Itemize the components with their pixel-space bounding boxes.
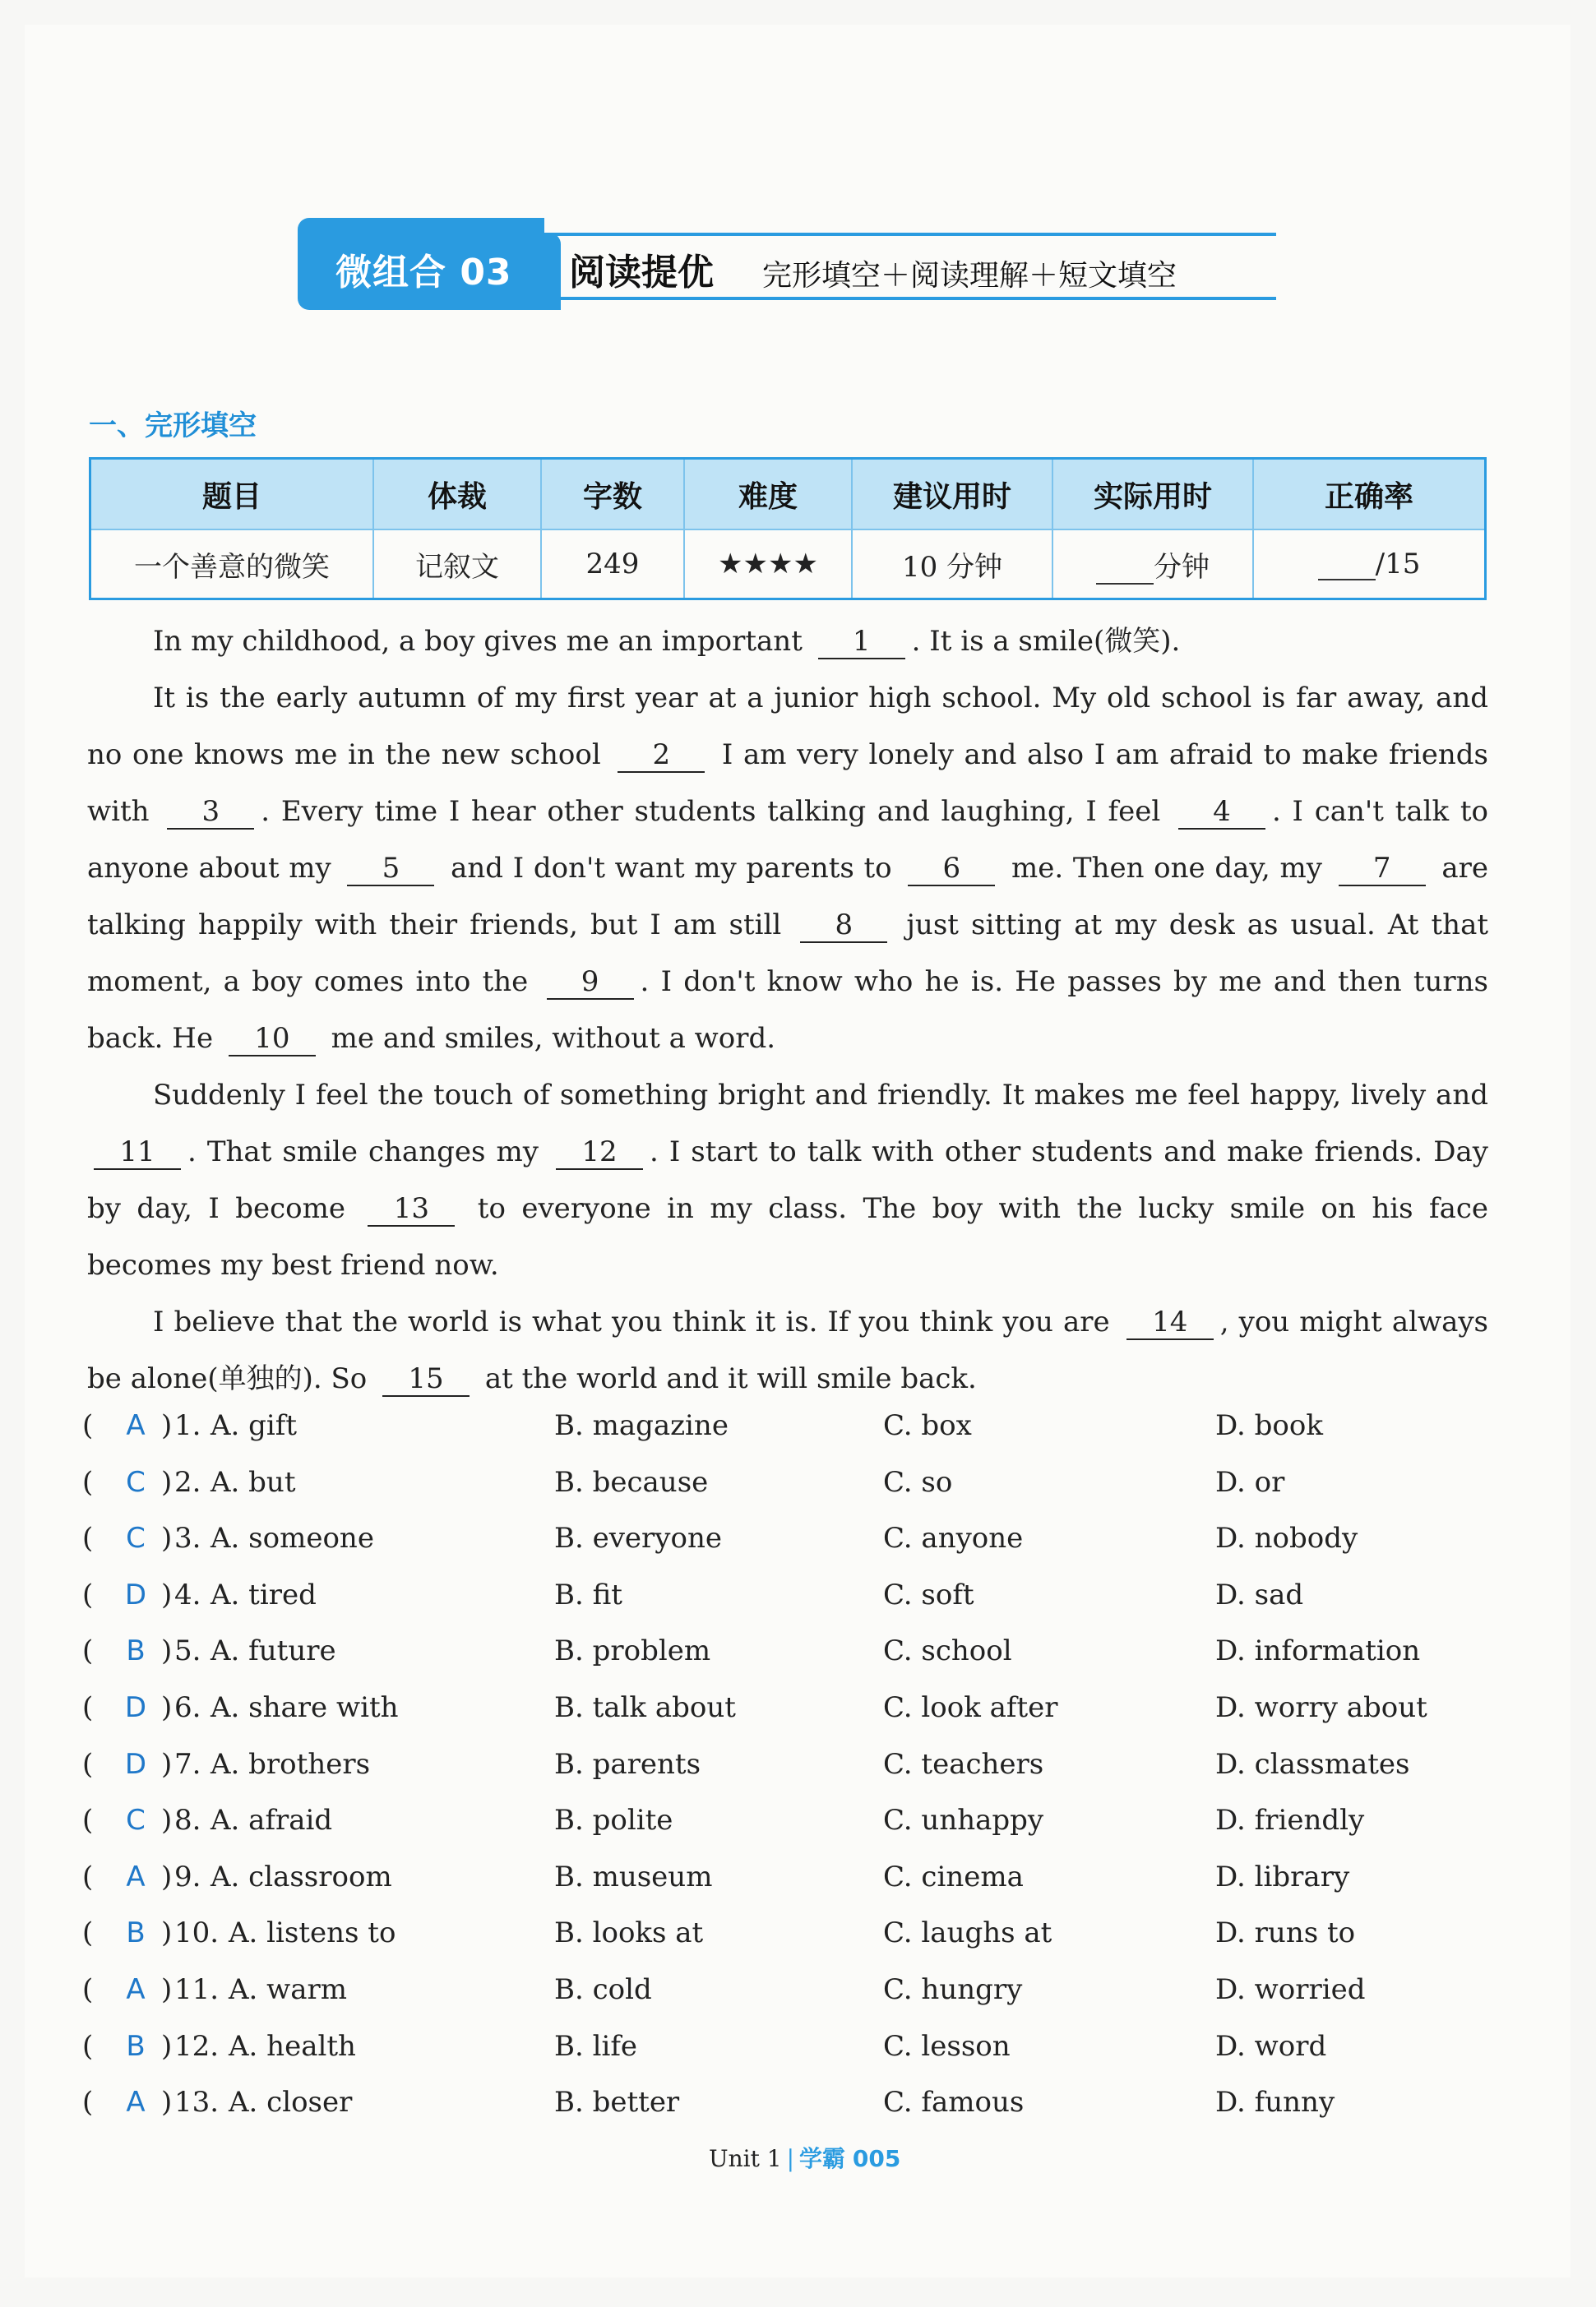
answer-mark[interactable]: D — [124, 1747, 147, 1781]
option-d[interactable]: D. word — [1215, 2029, 1327, 2063]
blank-5[interactable]: 5 — [347, 852, 434, 886]
option-d[interactable]: D. friendly — [1215, 1804, 1365, 1838]
open-paren: ( — [82, 1972, 94, 2006]
passage-text: . I can't talk to anyone about my — [87, 795, 1488, 885]
passage-text: and I don't want my parents to — [441, 852, 902, 885]
passage — [87, 613, 1488, 1408]
answer-mark[interactable]: A — [126, 1860, 146, 1893]
option-b[interactable]: B. talk about — [554, 1690, 736, 1724]
passage-text: me. Then one day, my — [1002, 852, 1332, 885]
question-row — [82, 1510, 1497, 1567]
close-paren: ) — [161, 1690, 173, 1724]
question-number: 4. — [174, 1578, 201, 1611]
close-paren: ) — [161, 2086, 173, 2120]
option-a[interactable]: A. tired — [210, 1578, 317, 1611]
close-paren: ) — [161, 1972, 173, 2006]
close-paren: ) — [161, 1916, 173, 1950]
open-paren: ( — [82, 1409, 94, 1442]
question-row — [82, 2018, 1497, 2075]
banner-tag — [298, 218, 544, 310]
answer-mark[interactable]: C — [126, 1522, 146, 1556]
question-row — [82, 1623, 1497, 1680]
question-number: 2. — [174, 1465, 201, 1499]
option-d[interactable]: D. book — [1215, 1409, 1323, 1442]
option-a[interactable]: A. afraid — [210, 1804, 333, 1838]
info-table-row — [90, 529, 1486, 599]
answer-mark[interactable]: D — [124, 1578, 147, 1611]
passage-text: . Every time I hear other students talking and laughing, I feel — [261, 795, 1172, 828]
info-table-header — [90, 459, 1486, 530]
option-a[interactable]: A. gift — [210, 1409, 298, 1442]
footer-page-number: 005 — [852, 2145, 901, 2172]
passage-text: . That smile changes my — [187, 1135, 549, 1168]
open-paren: ( — [82, 1916, 94, 1950]
open-paren: ( — [82, 2086, 94, 2120]
banner-subtitle: 完形填空＋阅读理解＋短文填空 — [762, 259, 1177, 293]
question-row — [82, 1849, 1497, 1906]
option-b[interactable]: B. problem — [554, 1634, 711, 1668]
words-cell: 249 — [541, 529, 684, 599]
passage-text: , you might always be alone(单独的). So — [87, 1306, 1488, 1395]
blank-14[interactable]: 14 — [1126, 1306, 1214, 1340]
option-a[interactable]: A. but — [210, 1465, 296, 1499]
blank-8[interactable]: 8 — [800, 908, 887, 943]
option-c[interactable]: C. teachers — [883, 1747, 1044, 1781]
option-b[interactable]: B. better — [554, 2086, 680, 2120]
passage-text: Suddenly I feel the touch of something bright and friendly. It makes me feel happy, lively and — [153, 1079, 1488, 1112]
footer-brand: 学霸 — [799, 2145, 846, 2172]
open-paren: ( — [82, 1634, 94, 1668]
genre-cell: 记叙文 — [373, 529, 541, 599]
passage-text: . I start to talk with other students and make friends. Day by day, I become — [87, 1135, 1488, 1225]
blank-3[interactable]: 3 — [167, 795, 254, 830]
passage-text: at the world and it will smile back. — [476, 1362, 977, 1395]
question-row — [82, 1792, 1497, 1849]
option-b[interactable]: B. magazine — [554, 1409, 729, 1442]
option-a[interactable]: A. closer — [229, 2086, 353, 2120]
close-paren: ) — [161, 1522, 173, 1556]
option-c[interactable]: C. box — [883, 1409, 972, 1442]
question-row — [82, 1962, 1497, 2018]
options-list — [82, 1398, 1497, 2131]
answer-mark[interactable]: B — [126, 1916, 146, 1950]
option-a[interactable]: A. brothers — [210, 1747, 371, 1781]
option-a[interactable]: A. share with — [210, 1690, 399, 1724]
option-c[interactable]: C. laughs at — [883, 1916, 1052, 1950]
blank-7[interactable]: 7 — [1339, 852, 1426, 886]
question-row — [82, 1567, 1497, 1624]
header-cell: 难度 — [684, 459, 852, 530]
option-d[interactable]: D. library — [1215, 1860, 1350, 1893]
option-b[interactable]: B. museum — [554, 1860, 713, 1893]
header-cell: 体裁 — [373, 459, 541, 530]
banner-title: 阅读提优 — [569, 252, 714, 294]
question-row — [82, 1398, 1497, 1454]
open-paren: ( — [82, 2029, 94, 2063]
option-b[interactable]: B. looks at — [554, 1916, 704, 1950]
passage-text: me and smiles, without a word. — [322, 1022, 776, 1055]
question-number: 13. — [174, 2086, 220, 2120]
passage-text: I believe that the world is what you think it is. If you think you are — [153, 1306, 1120, 1338]
close-paren: ) — [161, 1409, 173, 1442]
answer-mark[interactable]: C — [126, 1465, 146, 1499]
option-c[interactable]: C. so — [883, 1465, 953, 1499]
open-paren: ( — [82, 1465, 94, 1499]
footer-unit: Unit 1 — [709, 2145, 782, 2172]
blank-11[interactable]: 11 — [94, 1135, 181, 1170]
open-paren: ( — [82, 1578, 94, 1611]
open-paren: ( — [82, 1690, 94, 1724]
question-number: 11. — [174, 1972, 220, 2006]
option-b[interactable]: B. parents — [554, 1747, 701, 1781]
option-d[interactable]: D. worried — [1215, 1972, 1366, 2006]
actual-time-cell[interactable]: 分钟 — [1052, 529, 1253, 599]
question-number: 5. — [174, 1634, 201, 1668]
option-c[interactable]: C. unhappy — [883, 1804, 1044, 1838]
passage-text: . It is a smile(微笑). — [911, 625, 1181, 658]
option-a[interactable]: A. classroom — [210, 1860, 392, 1893]
blank-13[interactable]: 13 — [368, 1192, 455, 1227]
question-row — [82, 1736, 1497, 1793]
option-c[interactable]: C. anyone — [883, 1522, 1024, 1556]
question-number: 9. — [174, 1860, 201, 1893]
option-c[interactable]: C. cinema — [883, 1860, 1024, 1893]
blank-1[interactable]: 1 — [818, 625, 905, 659]
option-c[interactable]: C. hungry — [883, 1972, 1023, 2006]
header-cell: 题目 — [90, 459, 374, 530]
open-paren: ( — [82, 1522, 94, 1556]
option-b[interactable]: B. life — [554, 2029, 638, 2063]
blank-10[interactable]: 10 — [229, 1022, 316, 1056]
title-cell: 一个善意的微笑 — [90, 529, 374, 599]
answer-mark[interactable]: D — [124, 1690, 147, 1724]
paragraph — [87, 670, 1488, 1067]
open-paren: ( — [82, 1804, 94, 1838]
accuracy-blank[interactable] — [1318, 551, 1376, 580]
option-b[interactable]: B. everyone — [554, 1522, 722, 1556]
question-number: 8. — [174, 1804, 201, 1838]
question-row — [82, 1454, 1497, 1511]
answer-mark[interactable]: A — [126, 1409, 146, 1442]
option-b[interactable]: B. because — [554, 1465, 709, 1499]
option-a[interactable]: A. listens to — [229, 1916, 396, 1950]
paragraph — [87, 1067, 1488, 1294]
close-paren: ) — [161, 1465, 173, 1499]
option-d[interactable]: D. sad — [1215, 1578, 1304, 1611]
difficulty-stars: ★★★★ — [684, 529, 852, 599]
banner-tag-text: 微组合 03 — [335, 252, 512, 294]
blank-4[interactable]: 4 — [1178, 795, 1265, 830]
option-c[interactable]: C. lesson — [883, 2029, 1011, 2063]
close-paren: ) — [161, 1860, 173, 1893]
question-row — [82, 1680, 1497, 1736]
passage-text: In my childhood, a boy gives me an important — [153, 625, 812, 658]
question-number: 7. — [174, 1747, 201, 1781]
option-c[interactable]: C. soft — [883, 1578, 974, 1611]
question-number: 6. — [174, 1690, 201, 1724]
header-cell: 字数 — [541, 459, 684, 530]
option-a[interactable]: A. health — [229, 2029, 356, 2063]
paragraph — [87, 1294, 1488, 1408]
answer-mark[interactable]: A — [126, 2086, 146, 2120]
option-d[interactable]: D. worry about — [1215, 1690, 1427, 1724]
section-banner — [298, 218, 1276, 310]
option-d[interactable]: D. information — [1215, 1634, 1421, 1668]
section-title: 一、完形填空 — [89, 409, 257, 442]
blank-9[interactable]: 9 — [547, 965, 634, 1000]
option-a[interactable]: A. future — [210, 1634, 336, 1668]
option-d[interactable]: D. or — [1215, 1465, 1285, 1499]
header-cell: 建议用时 — [852, 459, 1052, 530]
question-row — [82, 1905, 1497, 1962]
option-c[interactable]: C. school — [883, 1634, 1012, 1668]
answer-mark[interactable]: C — [126, 1804, 146, 1838]
passage-text: to everyone in my class. The boy with the lucky smile on his face becomes my best friend now. — [87, 1192, 1488, 1282]
question-row — [82, 2074, 1497, 2131]
option-d[interactable]: D. runs to — [1215, 1916, 1356, 1950]
header-cell: 实际用时 — [1052, 459, 1253, 530]
header-cell: 正确率 — [1253, 459, 1486, 530]
actual-time-blank[interactable] — [1096, 555, 1154, 585]
passage-text: just sitting at my desk as usual. At that moment, a boy comes into the — [87, 908, 1488, 998]
option-c[interactable]: C. look after — [883, 1690, 1058, 1724]
option-b[interactable]: B. fit — [554, 1578, 622, 1611]
question-number: 10. — [174, 1916, 220, 1950]
close-paren: ) — [161, 2029, 173, 2063]
option-d[interactable]: D. funny — [1215, 2086, 1335, 2120]
answer-mark[interactable]: B — [126, 1634, 146, 1668]
close-paren: ) — [161, 1578, 173, 1611]
question-number: 1. — [174, 1409, 201, 1442]
question-number: 12. — [174, 2029, 220, 2063]
answer-mark[interactable]: B — [126, 2029, 146, 2063]
option-a[interactable]: A. warm — [229, 1972, 348, 2006]
passage-text: are talking happily with their friends, but I am still — [87, 852, 1488, 941]
open-paren: ( — [82, 1747, 94, 1781]
passage-text: . I don't know who he is. He passes by me and then turns back. He — [87, 965, 1488, 1055]
blank-2[interactable]: 2 — [618, 738, 705, 773]
option-d[interactable]: D. nobody — [1215, 1522, 1358, 1556]
passage-text: It is the early autumn of my first year at a junior high school. My old school is far away, and no one knows me in the new school — [87, 682, 1488, 771]
question-number: 3. — [174, 1522, 201, 1556]
option-b[interactable]: B. polite — [554, 1804, 673, 1838]
option-d[interactable]: D. classmates — [1215, 1747, 1410, 1781]
blank-15[interactable]: 15 — [382, 1362, 470, 1397]
close-paren: ) — [161, 1747, 173, 1781]
suggested-time-cell: 10 分钟 — [852, 529, 1052, 599]
option-b[interactable]: B. cold — [554, 1972, 652, 2006]
paragraph — [87, 613, 1488, 670]
page-footer: Unit 1 | 学霸 005 — [709, 2145, 901, 2172]
info-table — [89, 457, 1487, 600]
passage-text: I am very lonely and also I am afraid to make friends with — [87, 738, 1488, 828]
blank-6[interactable]: 6 — [908, 852, 995, 886]
close-paren: ) — [161, 1634, 173, 1668]
blank-12[interactable]: 12 — [556, 1135, 643, 1170]
option-a[interactable]: A. someone — [210, 1522, 374, 1556]
option-c[interactable]: C. famous — [883, 2086, 1025, 2120]
open-paren: ( — [82, 1860, 94, 1893]
accuracy-cell[interactable]: /15 — [1253, 529, 1486, 599]
answer-mark[interactable]: A — [126, 1972, 146, 2006]
close-paren: ) — [161, 1804, 173, 1838]
